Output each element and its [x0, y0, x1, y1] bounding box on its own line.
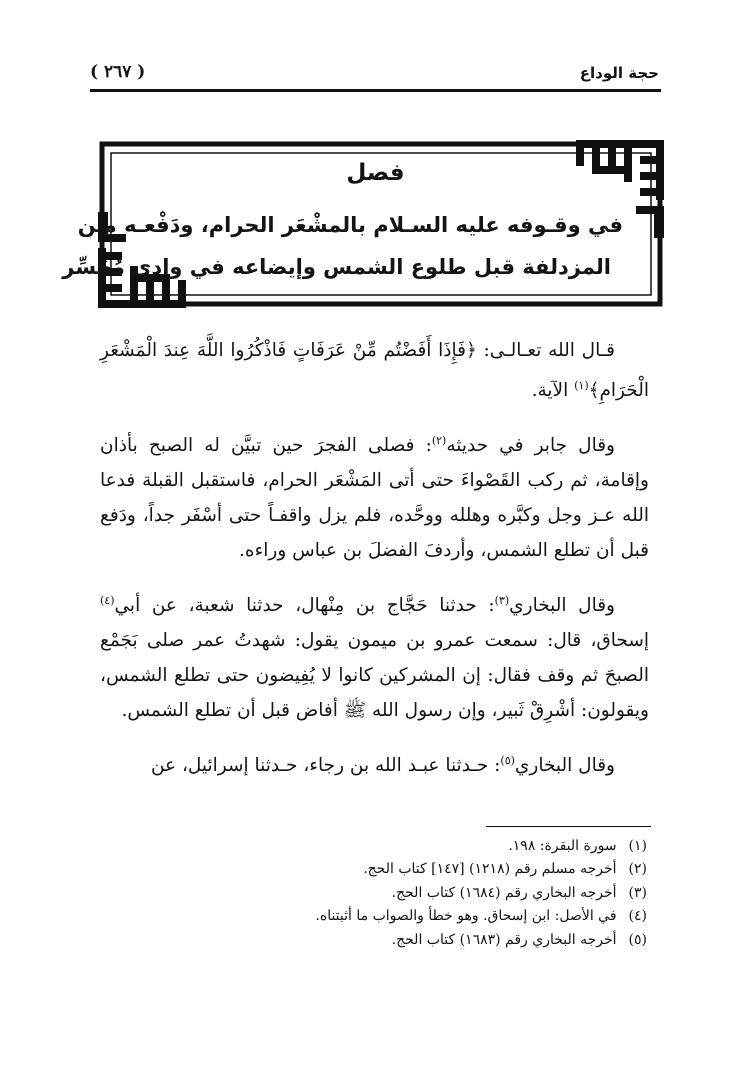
footnote-text: أخرجه البخاري رقم (١٦٨٣) كتاب الحج. — [391, 931, 617, 948]
footnote-number: (١) — [628, 838, 647, 854]
footnote-item — [200, 835, 647, 858]
footnote-item — [200, 905, 647, 928]
footnote-number: (٤) — [628, 908, 647, 925]
page-number: ( ٢٦٧ ) — [90, 62, 146, 82]
paragraph-text: وقال جابر في حديثه — [446, 434, 615, 456]
running-title: حجة الوداع — [579, 64, 659, 82]
footnote-text: أخرجه البخاري رقم (١٦٨٤) كتاب الحج. — [391, 884, 617, 901]
footnote-marker: (٥) — [500, 753, 515, 767]
footnote-number: (٥) — [628, 931, 647, 948]
chapter-label: فصل — [346, 160, 405, 186]
paragraph-quran-verse — [100, 333, 649, 409]
footnote-marker: (٤) — [100, 593, 115, 607]
paragraph-text: قـال الله تعـالـى: ﴿فَإِذَا أَفَضْتُم مِّنْ عَرَفَاتٍ فَاذْكُرُوا اللَّهَ عِندَ الْمَشْعَرِ الْحَرَامِ﴾ — [100, 340, 649, 402]
footnote-text: في الأصل: ابن إسحاق. وهو خطأ والصواب ما أثبتناه. — [315, 908, 617, 925]
paragraph-bukhari-umar — [100, 583, 649, 729]
footnote-text: سورة البقرة: ١٩٨. — [508, 838, 617, 854]
footnote-item — [200, 929, 647, 952]
paragraph-text: : حـدثنا عبـد الله بن رجاء، حـدثنا إسرائيل، عن — [150, 754, 501, 776]
paragraph-text: : حدثنا حَجَّاج بن مِنْهال، حدثنا شعبة، عن أبي — [114, 594, 495, 616]
body-text — [100, 333, 649, 797]
paragraph-text: وقال البخاري — [509, 594, 615, 616]
paragraph-text: إسحاق، قال: سمعت عمرو بن ميمون يقول: شهدتُ عمر صلى بَجَمْع الصبحَ ثم وقف فقال: إن المشركين كانوا لا يُفِيضون حتى تطلع الشمس، ويقولون: أشْرِقْ ثَبير، وإن رسول الله ﷺ أفاض قبل أن تطلع الشمس. — [100, 629, 649, 722]
paragraph-text: وقال البخاري — [514, 754, 615, 776]
footnote-marker: (٣) — [494, 593, 510, 607]
paragraph-text: : فصلى الفجرَ حين تبيَّن له الصبح بأذان وإقامة، ثم ركب القَصْواءَ حتى أتى المَشْعَر الحرام، فاستقبل القبلة فدعا الله عـز وجل وكبَّره وهلله ووحَّده، فلم يزل واقفـاً حتى أسْفَر جداً، ودَفع قبل أن تطلع الشمس، وأردفَ الفضلَ بن عباس وراءه. — [100, 434, 649, 562]
paragraph-text: الآية. — [531, 380, 575, 402]
footnote-separator — [486, 826, 651, 827]
footnote-marker: (٢) — [431, 433, 447, 447]
paragraph-bukhari-israil — [100, 743, 649, 783]
header-rule — [90, 89, 661, 92]
footnote-item — [200, 882, 647, 905]
footnote-number: (٣) — [628, 884, 647, 901]
footnotes-list — [200, 835, 647, 952]
footnote-item — [200, 858, 647, 881]
chapter-title-line-2: المزدلفة قبل طلوع الشمس وإيضاعه في وادي مُحَسِّر — [62, 255, 611, 279]
paragraph-jabir-hadith — [100, 423, 649, 569]
footnote-text: أخرجه مسلم رقم (١٢١٨) [١٤٧] كتاب الحج. — [363, 861, 617, 878]
chapter-title-line-1: في وقـوفه عليه السـلام بالمشْعَر الحرام، ودَفْعـه مـن — [77, 213, 623, 237]
footnote-number: (٢) — [628, 861, 647, 878]
footnote-marker: (١) — [574, 379, 589, 393]
